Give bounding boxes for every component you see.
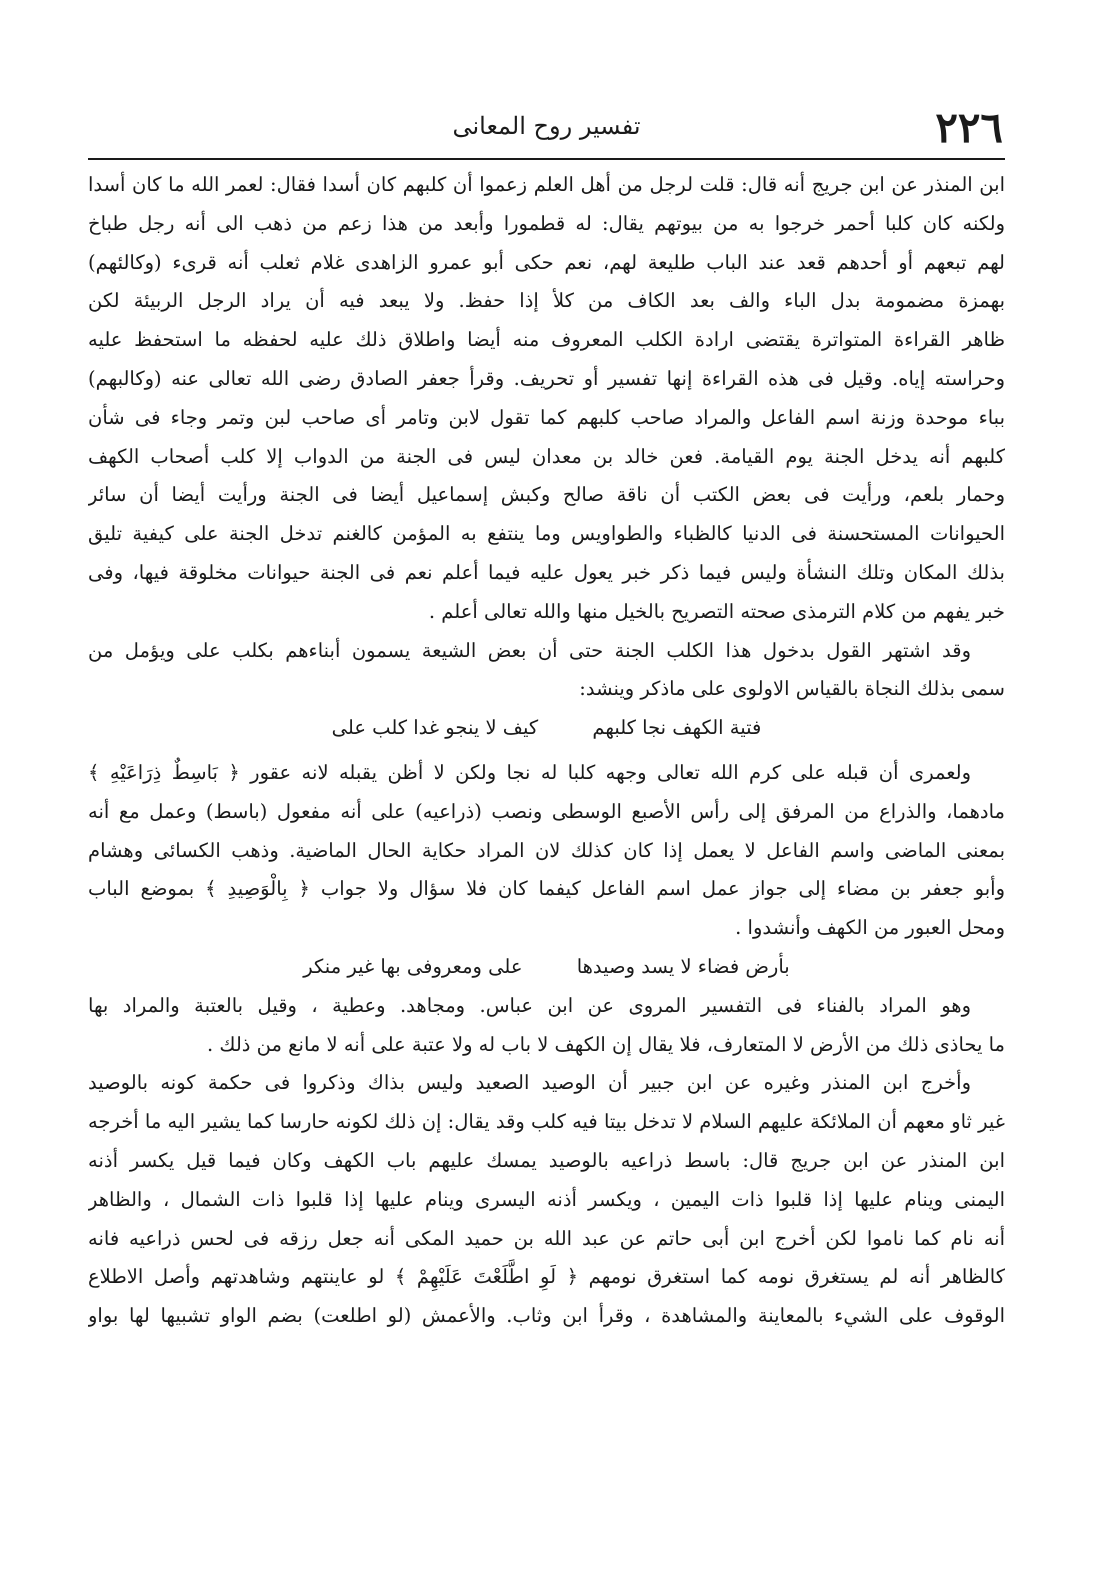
poetry-verse	[88, 709, 1005, 748]
text-line: غير ثاو معهم أن الملائكة عليهم السلام لا تدخل بيتا فيه كلب وقد يقال: إن ذلك لكونه حارسا كما يشير اليه ما أخرجه	[88, 1110, 1005, 1134]
text-line: ومحل العبور من الكهف وأنشدوا .	[735, 916, 1005, 940]
text-line: بباء موحدة وزنة اسم الفاعل والمراد صاحب كلبهم كما تقول لابن وتامر أى صاحب لبن وتمر وجاء فى شأن	[88, 405, 1005, 429]
text-line: بهمزة مضمومة بدل الباء والف بعد الكاف من كلأ إذا حفظ. ولا يبعد فيه أن يراد الرجل الربيئة لكن	[88, 289, 1005, 313]
page-body	[88, 166, 1005, 1336]
text-line: ابن المنذر عن ابن جريج قال: باسط ذراعيه بالوصيد يمسك عليهم باب الكهف وكان فيما قيل يكسر أذنه	[88, 1148, 1005, 1172]
text-line: وهو المراد بالفناء فى التفسير المروى عن ابن عباس. ومجاهد. وعطية ، وقيل بالعتبة والمراد بها	[88, 993, 971, 1017]
text-line: وقد اشتهر القول بدخول هذا الكلب الجنة حتى أن بعض الشيعة يسمون أبناءهم بكلب على ويؤمل من	[88, 638, 971, 662]
text-line: ولكنه كان كلبا أحمر خرجوا به من بيوتهم يقال: له قطمورا وأبعد من هذا زعم من ذهب الى أنه رجل طباخ	[88, 211, 1005, 235]
text-line: وأخرج ابن المنذر وغيره عن ابن جبير أن الوصيد الصعيد وليس بذاك وذكروا فى حكمة كونه بالوصيد	[88, 1071, 971, 1095]
verse-hemistich: على ومعروفى بها غير منكر	[303, 954, 523, 978]
text-line: كلبهم أنه يدخل الجنة يوم القيامة. فعن خالد بن معدان ليس فى الجنة من الدواب إلا كلب أصحاب الكهف	[88, 444, 1005, 468]
text-line: سمى بذلك النجاة بالقياس الاولوى على ماذكر وينشد:	[579, 677, 1005, 701]
text-line: الحيوانات المستحسنة فى الدنيا كالظباء والطواويس وما ينتفع به المؤمن كالغنم تدخل الجنة على كيفية تليق	[88, 522, 1005, 546]
text-line: لهم تبعهم أو أحدهم قعد عند الباب طليعة لهم، نعم حكى أبو عمرو الزاهدى غلام ثعلب أنه قرىء (وكالئهم)	[88, 250, 1005, 274]
text-line: ولعمرى أن قبله على كرم الله تعالى وجهه كلبا له نجا ولكن لا أظن يقبله لانه عقور ﴿ بَاسِطٌ ذِرَاعَيْهِ ﴾	[88, 760, 971, 784]
page-header	[90, 98, 1003, 158]
text-line: ما يحاذى ذلك من الأرض لا المتعارف، فلا يقال إن الكهف لا باب له ولا عتبة على أنه لا مانع من ذلك .	[207, 1032, 1005, 1056]
text-line: وأبو جعفر بن مضاء إلى جواز عمل اسم الفاعل كيفما كان فلا سؤال ولا جواب ﴿ بِالْوَصِيدِ ﴾ بموضع الباب	[88, 877, 1005, 901]
text-line: مادهما، والذراع من المرفق إلى رأس الأصبع الوسطى ونصب (ذراعيه) على أنه مفعول (باسط) وعمل مع أنه	[88, 799, 1005, 823]
paragraph	[88, 987, 1005, 1065]
paragraph	[88, 1064, 1005, 1336]
text-line: خبر يفهم من كلام الترمذى صحته التصريح بالخيل منها والله تعالى أعلم .	[428, 599, 1005, 623]
paragraph	[88, 166, 1005, 632]
verse-hemistich: فتية الكهف نجا كلبهم	[592, 716, 762, 740]
text-line: الوقوف على الشيء بالمعاينة والمشاهدة ، وقرأ ابن وثاب. والأعمش (لو اطلعت) بضم الواو تشبيها لها بواو	[88, 1304, 1005, 1328]
page-number: ٢٢٦	[935, 103, 1003, 152]
text-line: بمعنى الماضى واسم الفاعل لا يعمل إذا كان كذلك لان المراد حكاية الحال الماضية. وذهب الكسائى وهشام	[88, 838, 1005, 862]
text-line: وحمار بلعم، ورأيت فى بعض الكتب أن ناقة صالح وكبش إسماعيل أيضا فى الجنة ورأيت أيضا أن سائر	[88, 483, 1005, 507]
header-rule	[88, 158, 1005, 160]
text-line: كالظاهر أنه لم يستغرق نومه كما استغرق نومهم ﴿ لَوِ اطَّلَعْتَ عَلَيْهِمْ ﴾ لو عاينتهم وشاهدتهم وأصل الاطلاع	[88, 1265, 1005, 1289]
paragraph	[88, 632, 1005, 710]
text-line: ظاهر القراءة المتواترة يقتضى ارادة الكلب المعروف منه أيضا واطلاق ذلك عليه لحفظه ما استحفظ عليه	[88, 328, 1005, 352]
text-line: ابن المنذر عن ابن جريج أنه قال: قلت لرجل من أهل العلم زعموا أن كلبهم كان أسدا فقال: لعمر الله ما كان أسدا	[88, 173, 1005, 196]
text-line: أنه نام كما ناموا لكن أخرج ابن أبى حاتم عن عبد الله بن حميد المكى أنه جعل رزقه فى لحس ذراعيه فانه	[88, 1226, 1005, 1250]
verse-hemistich: بأرض فضاء لا يسد وصيدها	[576, 954, 790, 978]
paragraph	[88, 754, 1005, 948]
poetry-verse	[88, 948, 1005, 987]
text-line: اليمنى وينام عليها إذا قلبوا ذات اليمين ، ويكسر أذنه اليسرى وينام عليها إذا قلبوا ذات الشمال ، والظاهر	[88, 1187, 1005, 1211]
running-title: تفسير روح المعانى	[452, 112, 641, 140]
text-line: وحراسته إياه. وقيل فى هذه القراءة إنها تفسير أو تحريف. وقرأ جعفر الصادق رضى الله تعالى عنه (وكالبهم)	[88, 366, 1005, 390]
verse-hemistich: كيف لا ينجو غدا كلب على	[331, 716, 539, 740]
text-line: بذلك المكان وتلك النشأة وليس فيما ذكر خبر يعول عليه فيما أعلم نعم فى الجنة حيوانات مخلوقة فيها، وفى	[88, 560, 1005, 584]
